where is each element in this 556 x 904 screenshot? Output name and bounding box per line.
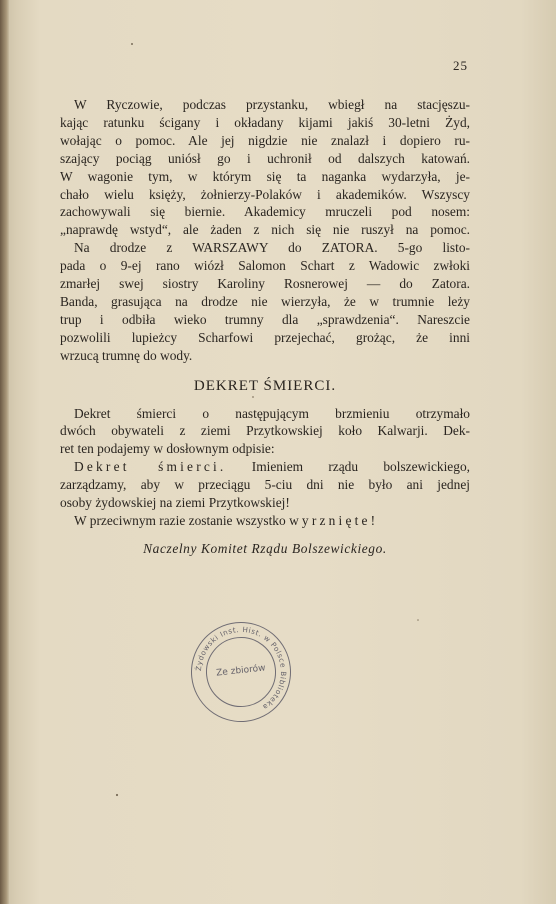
text-line: trup i odbiła wieko trumny dla „sprawdzenia“. Nareszcie	[60, 311, 470, 327]
text-line: W Ryczowie, podczas przystanku, wbiegł na stacjęszu-	[74, 97, 470, 112]
text-line: pada o 9-ej rano wiózł Salomon Schart z Wadowic zwłoki	[60, 258, 470, 274]
text-line: kając ratunku ścigany i okładany kijami jakiś 30-letni Żyd,	[60, 114, 470, 130]
speck	[417, 619, 419, 621]
text-line: pozwolili lupieżcy Scharfowi przejechać, grożąc, że inni	[60, 329, 470, 345]
decree-line: zarządzamy, aby w przeciągu 5-ciu dni nie było ani jednej	[60, 477, 470, 493]
decree-line-rest: Imieniem rządu bolszewickiego,	[251, 459, 470, 475]
speck	[252, 396, 254, 398]
page-number: 25	[453, 58, 468, 73]
stamp-center-text: Ze zbiorów	[215, 663, 266, 679]
stamp-outer-text: Żydowski Inst. Hist. w Polsce Biblioteka	[193, 624, 289, 712]
text-line: dwóch obywateli z ziemi Przytkowskiej koło Kalwarji. Dek-	[60, 423, 470, 439]
speck	[116, 794, 118, 796]
text-line: wołając o pomoc. Ale jej nigdzie nie znalazł i dopiero ru-	[60, 132, 470, 148]
text-line: Banda, grasująca na drodze nie wierzyła, że w trumnie leży	[60, 293, 470, 309]
decree-spaced-title: Dekret śmierci.	[74, 459, 227, 475]
text-line: zachowywali się biernie. Akademicy mruczeli pod nosem:	[60, 204, 470, 220]
text-line: chało wielu księży, żołnierzy-Polaków i akademików. Wszyscy	[60, 186, 470, 202]
signature: Naczelny Komitet Rządu Bolszewickiego.	[143, 540, 387, 556]
text-line: Na drodze z WARSZAWY do ZATORA. 5-go listo-	[74, 240, 470, 256]
decree-line: osoby żydowskiej na ziemi Przytkowskiej!	[60, 495, 290, 511]
text-line: ret ten podajemy w dosłownym odpisie:	[60, 441, 275, 457]
text-line: W wagonie tym, w którym się ta naganka wydarzyła, je-	[60, 168, 470, 184]
text-line: wrzucą trumnę do wody.	[60, 347, 193, 363]
text-line: „naprawdę wstyd“, ale żaden z nich się nie ruszył na pomoc.	[60, 222, 470, 238]
text-line: zmarłej swej siostry Karoliny Rosnerowej — do Zatora.	[60, 276, 470, 292]
speck	[131, 43, 133, 45]
decree-spaced-word: wyrznięte!	[289, 512, 379, 528]
text-line: Dekret śmierci o następującym brzmieniu otrzymało	[74, 405, 470, 421]
section-heading: DEKRET ŚMIERCI.	[193, 377, 337, 394]
text-line: szający pociąg uniósł go i uchronił od dalszych katowań.	[60, 150, 470, 166]
decree-line-start: W przeciwnym razie zostanie wszystko	[74, 512, 286, 528]
